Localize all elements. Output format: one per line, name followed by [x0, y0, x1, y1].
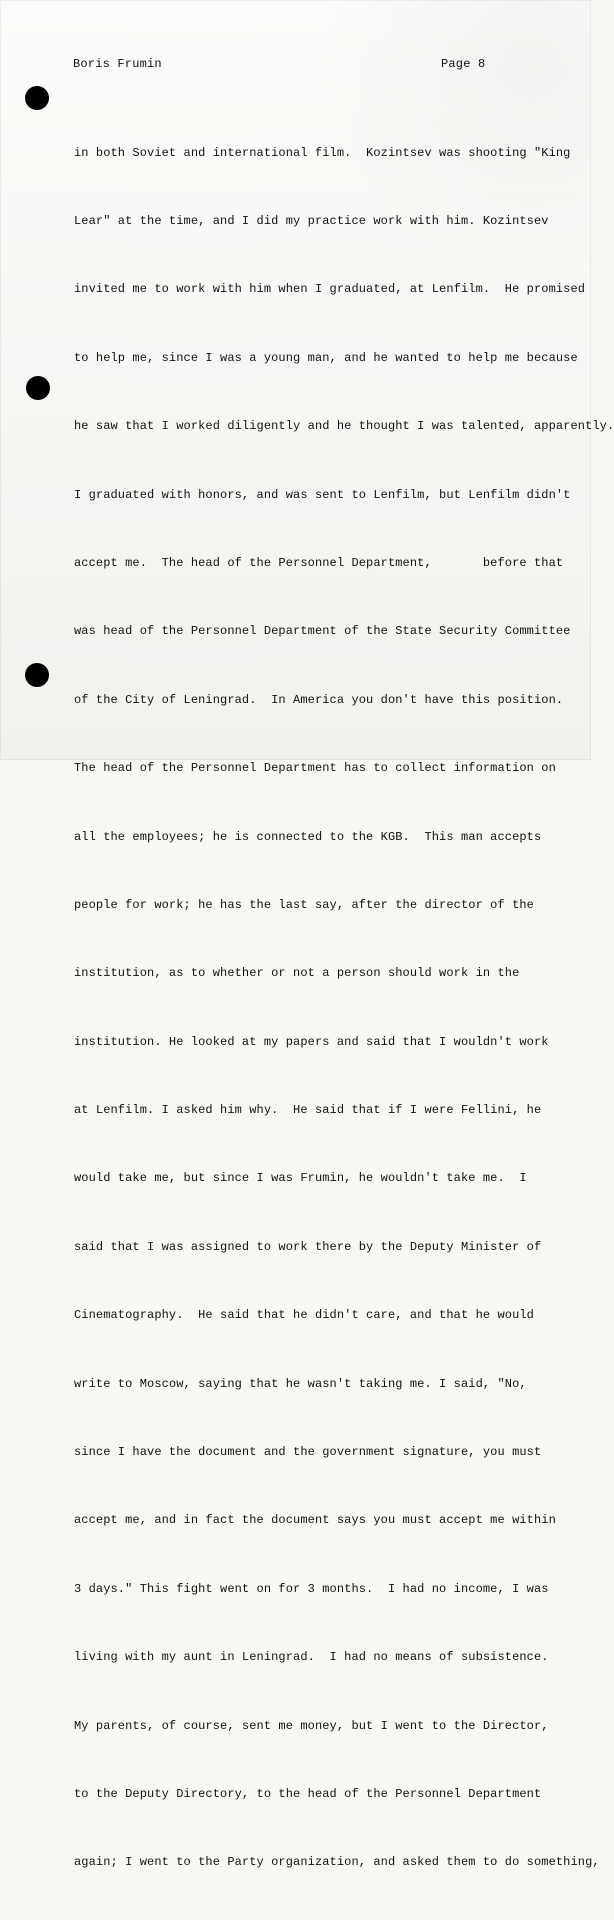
text-line: would take me, but since I was Frumin, he wouldn't take me. I	[74, 1171, 527, 1186]
text-line: living with my aunt in Leningrad. I had no means of subsistence.	[74, 1650, 549, 1665]
text-line: to help me, since I was a young man, and he wanted to help me because	[74, 350, 578, 365]
text-line: said that I was assigned to work there by the Deputy Minister of	[74, 1239, 542, 1254]
punch-hole	[25, 663, 49, 687]
header-name: Boris Frumin	[73, 57, 162, 71]
punch-hole	[26, 376, 50, 400]
text-line: of the City of Leningrad. In America you don't have this position.	[74, 692, 564, 707]
text-line: The head of the Personnel Department has to collect information on	[74, 761, 556, 776]
text-line: write to Moscow, saying that he wasn't taking me. I said, "No,	[74, 1376, 527, 1391]
text-line: institution, as to whether or not a person should work in the	[74, 966, 520, 981]
text-line: accept me. The head of the Personnel Department, before that	[74, 555, 564, 570]
text-line: I graduated with honors, and was sent to Lenfilm, but Lenfilm didn't	[74, 487, 571, 502]
text-line: Cinematography. He said that he didn't care, and that he would	[74, 1308, 534, 1323]
text-line: all the employees; he is connected to the KGB. This man accepts	[74, 829, 542, 844]
text-line: to the Deputy Directory, to the head of the Personnel Department	[74, 1786, 542, 1801]
text-line: again; I went to the Party organization, and asked them to do something,	[74, 1855, 600, 1870]
text-line: invited me to work with him when I graduated, at Lenfilm. He promised	[74, 282, 586, 297]
punch-hole	[25, 86, 49, 110]
text-line: at Lenfilm. I asked him why. He said that if I were Fellini, he	[74, 1103, 542, 1118]
text-line: was head of the Personnel Department of the State Security Committee	[74, 624, 571, 639]
text-line: he saw that I worked diligently and he thought I was talented, apparently.	[74, 419, 614, 434]
text-line: My parents, of course, sent me money, but I went to the Director,	[74, 1718, 549, 1733]
page-number: Page 8	[441, 57, 486, 71]
text-line: accept me, and in fact the document says you must accept me within	[74, 1513, 556, 1528]
transcript-text	[74, 96, 614, 1920]
text-line: Lear" at the time, and I did my practice work with him. Kozintsev	[74, 213, 549, 228]
text-line: in both Soviet and international film. Kozintsev was shooting "King	[74, 145, 571, 160]
text-line: people for work; he has the last say, after the director of the	[74, 897, 534, 912]
text-line: institution. He looked at my papers and said that I wouldn't work	[74, 1034, 549, 1049]
text-line: since I have the document and the government signature, you must	[74, 1445, 542, 1460]
text-line: 3 days." This fight went on for 3 months. I had no income, I was	[74, 1581, 549, 1596]
